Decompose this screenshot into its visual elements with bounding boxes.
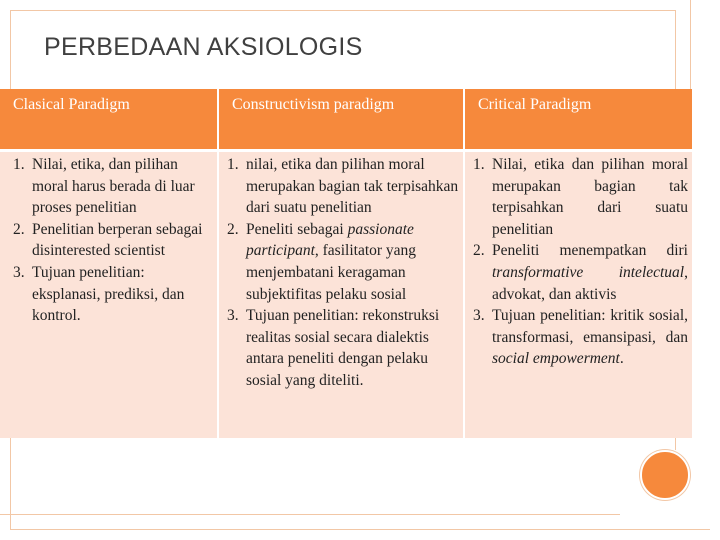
list-number: 2. xyxy=(473,242,485,260)
list-constructivism xyxy=(219,154,463,392)
cell-critical xyxy=(464,152,692,438)
text-run: Tujuan penelitian: eksplanasi, prediksi, dan kontrol. xyxy=(32,263,185,325)
list-item xyxy=(219,154,463,219)
list-item xyxy=(465,240,692,305)
cell-constructivism xyxy=(218,152,464,438)
list-text xyxy=(490,305,692,370)
header-row xyxy=(0,89,692,149)
text-run: . xyxy=(619,350,624,368)
slide-title: PERBEDAAN AKSIOLOGIS xyxy=(44,33,363,61)
frame-line-bottom xyxy=(10,529,710,530)
list-text xyxy=(244,219,463,305)
italic-text: transformative intelectual xyxy=(492,263,685,281)
frame-line-bottom-inner xyxy=(0,514,620,515)
list-text xyxy=(30,219,217,262)
list-text xyxy=(30,262,217,327)
italic-text: social empowerment xyxy=(492,350,620,368)
text-run: , fasilitator yang menjembatani keragaman subjektifitas pelaku sosial xyxy=(246,242,417,303)
text-run: Nilai, etika dan pilihan moral merupakan bagian tak terpisahkan dari suatu penelitian xyxy=(492,156,688,238)
list-item xyxy=(0,154,217,219)
list-number: 2. xyxy=(227,220,239,238)
decorative-circle xyxy=(640,450,690,500)
text-run: nilai, etika dan pilihan moral merupakan bagian tak terpisahkan dari suatu penelitian xyxy=(246,156,459,217)
frame-line-top xyxy=(10,10,675,11)
cell-clasical xyxy=(0,152,218,438)
text-run: Nilai, etika, dan pilihan moral harus berada di luar proses penelitian xyxy=(32,156,195,217)
list-text xyxy=(244,305,463,391)
list-item xyxy=(219,219,463,305)
text-run: Peneliti sebagai xyxy=(246,220,348,238)
comparison-table xyxy=(0,89,692,438)
header-clasical: Clasical Paradigm xyxy=(0,89,218,149)
list-item xyxy=(465,154,692,240)
list-number: 3. xyxy=(13,263,25,281)
list-item xyxy=(219,305,463,391)
text-run: , advokat, dan aktivis xyxy=(492,263,688,303)
list-text xyxy=(490,154,692,240)
list-number: 1. xyxy=(227,156,239,173)
list-item xyxy=(0,262,217,327)
text-run: Penelitian berperan sebagai disinterested scientist xyxy=(32,220,203,260)
header-constructivism: Constructivism paradigm xyxy=(218,89,464,149)
list-number: 2. xyxy=(13,220,25,238)
body-row xyxy=(0,152,692,438)
list-number: 3. xyxy=(227,307,239,325)
list-text xyxy=(244,154,463,219)
list-text xyxy=(490,240,692,305)
header-critical: Critical Paradigm xyxy=(464,89,692,149)
text-run: Tujuan penelitian: kritik sosial, transformasi, emansipasi, dan xyxy=(492,307,688,346)
text-run: Peneliti menempatkan diri xyxy=(492,242,688,260)
list-text xyxy=(30,154,217,219)
list-item xyxy=(0,219,217,262)
list-item xyxy=(465,305,692,370)
list-clasical xyxy=(0,154,217,327)
italic-text: passionate participant xyxy=(246,220,414,260)
text-run: Tujuan penelitian: rekonstruksi realitas sosial secara dialektis antara peneliti dengan pelaku sosial yang diteliti. xyxy=(246,307,440,389)
list-number: 3. xyxy=(473,307,485,325)
list-number: 1. xyxy=(13,156,25,173)
list-critical xyxy=(465,154,692,370)
list-number: 1. xyxy=(473,156,485,173)
